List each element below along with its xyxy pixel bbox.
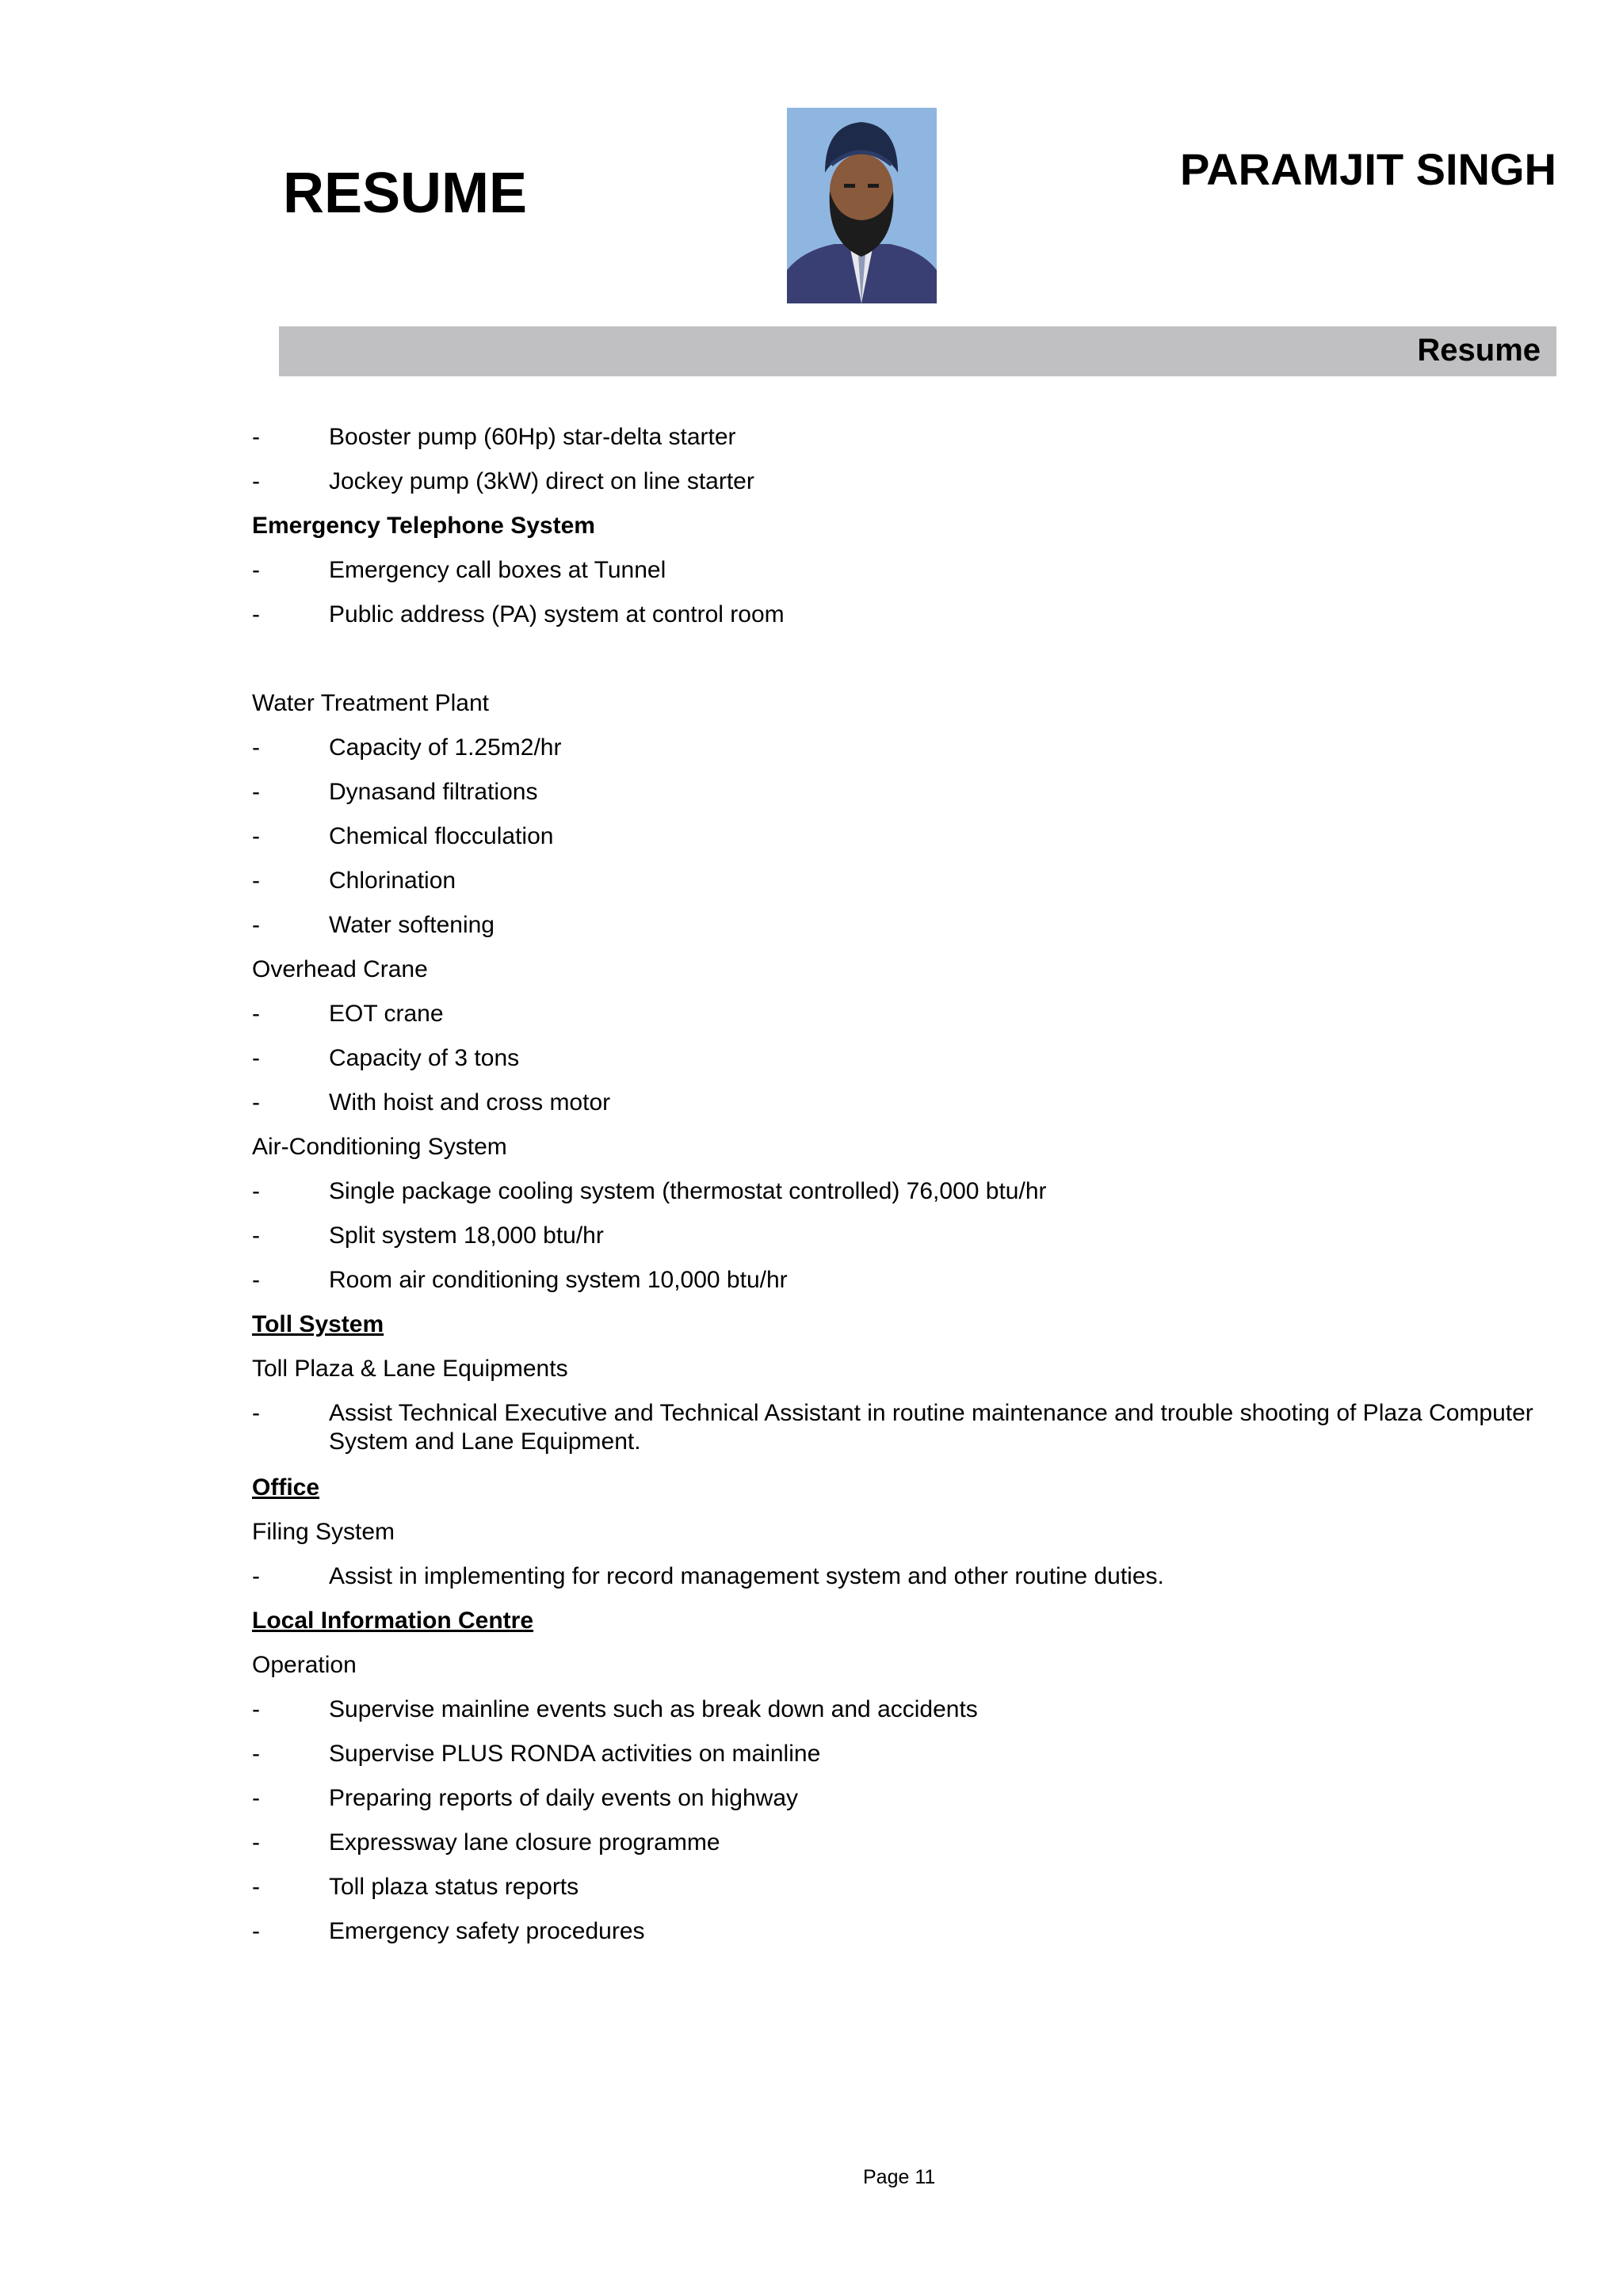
list-item-text: Booster pump (60Hp) star-delta starter (329, 424, 736, 450)
list-item-text: Room air conditioning system 10,000 btu/hr (329, 1267, 788, 1293)
list-item-text: Emergency call boxes at Tunnel (329, 557, 666, 583)
bullet-dash: - (252, 557, 260, 583)
list-item-text: Assist in implementing for record management system and other routine duties. (329, 1563, 1164, 1589)
bullet-dash: - (252, 468, 260, 494)
subsection-heading: Water Treatment Plant (252, 690, 490, 716)
bullet-dash: - (252, 868, 260, 894)
section-heading: Local Information Centre (252, 1608, 534, 1634)
list-item (252, 460, 1560, 504)
list-item-text: Capacity of 3 tons (329, 1045, 520, 1071)
resume-content (252, 415, 1560, 1954)
list-item (252, 903, 1560, 948)
list-item (252, 1776, 1560, 1821)
list-item (252, 1214, 1560, 1258)
bullet-dash: - (252, 1178, 260, 1204)
list-item (252, 1688, 1560, 1732)
bullet-dash: - (252, 1001, 260, 1027)
list-item (252, 1258, 1560, 1302)
banner-label: Resume (1417, 333, 1541, 368)
subsection-heading: Filing System (252, 1519, 395, 1545)
list-item (252, 859, 1560, 903)
bullet-dash: - (252, 912, 260, 938)
list-item (252, 548, 1560, 593)
bullet-dash: - (252, 424, 260, 450)
candidate-name: PARAMJIT SINGH (1180, 144, 1556, 194)
list-item-text: Chlorination (329, 868, 456, 894)
list-item-text: Supervise PLUS RONDA activities on mainline (329, 1741, 821, 1767)
bullet-dash: - (252, 734, 260, 761)
bullet-dash: - (252, 1045, 260, 1071)
list-item (252, 1081, 1560, 1125)
bullet-dash: - (252, 601, 260, 627)
list-item-text: Dynasand filtrations (329, 779, 538, 805)
list-item (252, 1909, 1560, 1954)
list-item-text: Supervise mainline events such as break down and accidents (329, 1696, 978, 1722)
bullet-dash: - (252, 1874, 260, 1900)
list-item-text: With hoist and cross motor (329, 1089, 611, 1116)
list-item (252, 770, 1560, 814)
list-item-text: EOT crane (329, 1001, 444, 1027)
bullet-dash: - (252, 1400, 260, 1426)
bullet-dash: - (252, 1563, 260, 1589)
subsection-heading: Operation (252, 1652, 357, 1678)
list-item-text: Single package cooling system (thermostat controlled) 76,000 btu/hr (329, 1178, 1047, 1204)
list-item (252, 814, 1560, 859)
list-item (252, 1554, 1560, 1599)
bullet-dash: - (252, 779, 260, 805)
bullet-dash: - (252, 823, 260, 849)
list-item-text: Chemical flocculation (329, 823, 554, 849)
list-item (252, 593, 1560, 637)
list-item-text: Public address (PA) system at control room (329, 601, 785, 627)
list-item (252, 1169, 1560, 1214)
list-item-text: Split system 18,000 btu/hr (329, 1222, 604, 1249)
list-item (252, 1821, 1560, 1865)
section-heading: Office (252, 1474, 320, 1501)
page-number: Page 11 (863, 2166, 936, 2188)
bullet-dash: - (252, 1222, 260, 1249)
list-item-text: Preparing reports of daily events on highway (329, 1785, 799, 1811)
bullet-dash: - (252, 1741, 260, 1767)
section-heading: Toll System (252, 1311, 384, 1337)
bullet-dash: - (252, 1829, 260, 1855)
list-item-text: Assist Technical Executive and Technical Assistant in routine maintenance and trouble shooting of Plaza Computer System and Lane Equipment. (329, 1400, 1533, 1455)
bullet-dash: - (252, 1696, 260, 1722)
list-item (252, 1391, 1560, 1466)
list-item-text: Capacity of 1.25m2/hr (329, 734, 562, 761)
bullet-dash: - (252, 1918, 260, 1944)
list-item-text: Jockey pump (3kW) direct on line starter (329, 468, 754, 494)
subsection-heading: Overhead Crane (252, 956, 428, 982)
spacer (252, 637, 1560, 681)
subsection-heading: Air-Conditioning System (252, 1134, 507, 1160)
list-item (252, 992, 1560, 1036)
bullet-dash: - (252, 1267, 260, 1293)
section-banner (279, 326, 1556, 376)
list-item-text: Expressway lane closure programme (329, 1829, 720, 1855)
list-item (252, 415, 1560, 460)
bullet-dash: - (252, 1785, 260, 1811)
section-heading: Emergency Telephone System (252, 513, 595, 539)
list-item-text: Water softening (329, 912, 495, 938)
list-item-text: Toll plaza status reports (329, 1874, 579, 1900)
list-item (252, 726, 1560, 770)
resume-title: RESUME (283, 162, 528, 225)
profile-photo (787, 108, 937, 303)
list-item (252, 1732, 1560, 1776)
subsection-heading: Toll Plaza & Lane Equipments (252, 1356, 568, 1382)
list-item (252, 1865, 1560, 1909)
list-item (252, 1036, 1560, 1081)
bullet-dash: - (252, 1089, 260, 1116)
list-item-text: Emergency safety procedures (329, 1918, 645, 1944)
